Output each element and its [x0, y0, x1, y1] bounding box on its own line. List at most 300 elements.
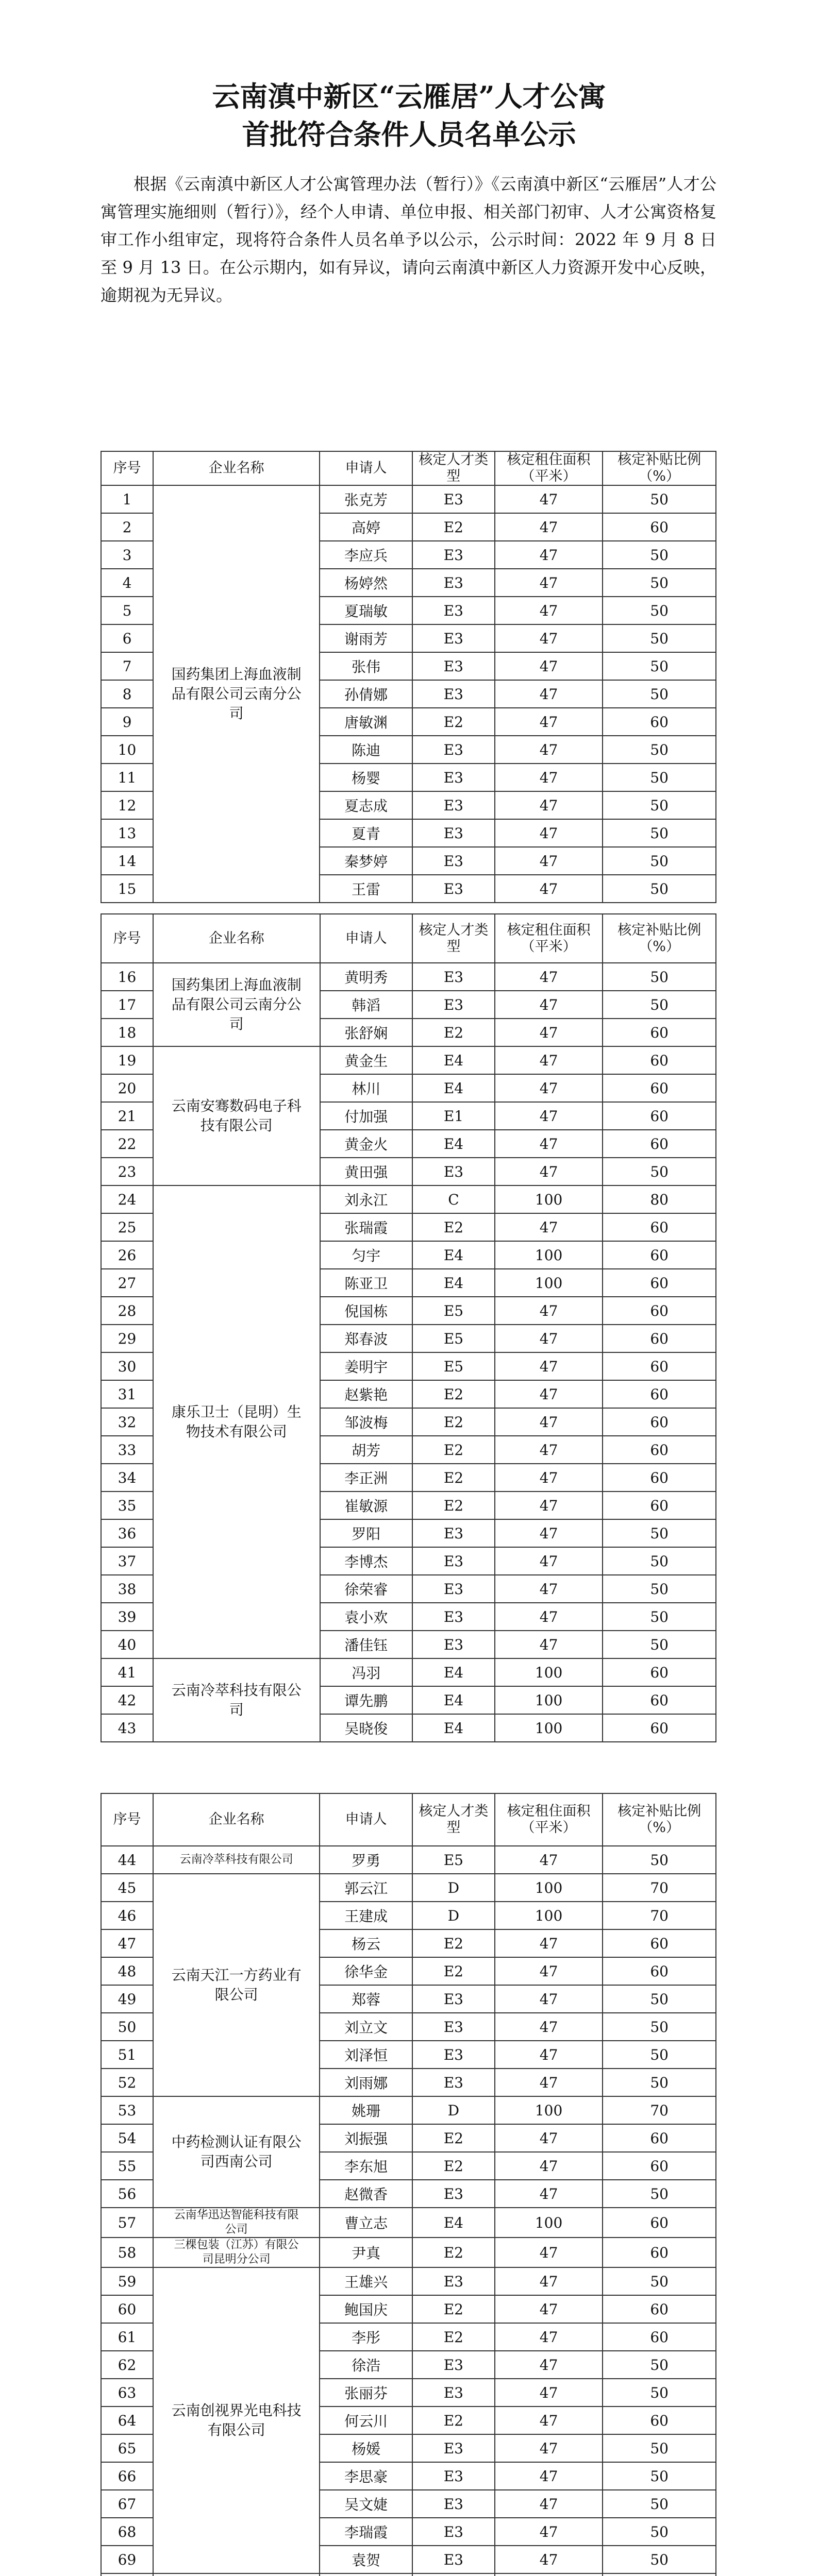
cell-type: E3 [412, 1575, 495, 1603]
cell-ratio: 50 [603, 569, 716, 597]
cell-no: 23 [101, 1158, 153, 1185]
cell-ratio: 50 [603, 2267, 716, 2295]
cell-applicant: 刘立文 [320, 2013, 412, 2041]
header-no: 序号 [101, 1793, 153, 1846]
cell-applicant: 陈迪 [320, 736, 412, 764]
cell-applicant: 姚珊 [320, 2096, 412, 2124]
table-row [101, 2267, 716, 2295]
cell-applicant: 郭云江 [320, 1874, 412, 1902]
cell-type: E2 [412, 2323, 495, 2351]
cell-area: 47 [495, 1957, 603, 1985]
title-line-1: 云南滇中新区“云雁居”人才公寓 [212, 80, 606, 113]
cell-type: D [412, 1874, 495, 1902]
cell-ratio: 50 [603, 2462, 716, 2490]
cell-ratio: 50 [603, 991, 716, 1019]
cell-type: E5 [412, 1846, 495, 1874]
cell-no: 5 [101, 597, 153, 624]
cell-ratio: 60 [603, 1658, 716, 1686]
cell-ratio: 50 [603, 963, 716, 991]
cell-applicant: 张伟 [320, 652, 412, 680]
cell-area: 47 [495, 513, 603, 541]
cell-applicant: 秦梦婷 [320, 847, 412, 875]
cell-type: E3 [412, 963, 495, 991]
cell-type: E4 [412, 1686, 495, 1714]
cell-type: E2 [412, 1464, 495, 1492]
header-company: 企业名称 [153, 451, 320, 485]
cell-type: E4 [412, 1269, 495, 1297]
cell-type: E4 [412, 1130, 495, 1158]
cell-no: 63 [101, 2379, 153, 2406]
table-row [101, 1185, 716, 1213]
cell-ratio: 50 [603, 1547, 716, 1575]
cell-company: 三棵包装（江苏）有限公司昆明分公司 [153, 2238, 320, 2267]
cell-no: 21 [101, 1102, 153, 1130]
cell-area: 47 [495, 1213, 603, 1241]
cell-no: 22 [101, 1130, 153, 1158]
cell-type: E2 [412, 1380, 495, 1408]
cell-area: 100 [495, 1241, 603, 1269]
cell-type: E3 [412, 680, 495, 708]
cell-applicant: 罗阳 [320, 1519, 412, 1547]
cell-ratio: 50 [603, 2490, 716, 2518]
cell-type: E4 [412, 1658, 495, 1686]
cell-no: 40 [101, 1631, 153, 1658]
cell-ratio: 60 [603, 2208, 716, 2238]
cell-company: 国药集团上海血液制品有限公司云南分公司 [153, 963, 320, 1046]
cell-applicant: 李瑞霞 [320, 2518, 412, 2546]
cell-applicant: 倪国栋 [320, 1297, 412, 1325]
cell-no: 66 [101, 2462, 153, 2490]
title-line-2: 首批符合条件人员名单公示 [242, 118, 576, 151]
cell-company [153, 2573, 320, 2576]
cell-ratio: 60 [603, 1241, 716, 1269]
cell-ratio: 60 [603, 2406, 716, 2434]
cell-area: 47 [495, 1603, 603, 1631]
cell-ratio: 50 [603, 791, 716, 819]
cell-type: E5 [412, 1325, 495, 1352]
cell-no: 35 [101, 1492, 153, 1519]
header-ratio: 核定补贴比例（%） [603, 451, 716, 485]
cell-no: 58 [101, 2238, 153, 2267]
cell-area: 47 [495, 2546, 603, 2573]
cell-type: E4 [412, 2208, 495, 2238]
cell-no: 17 [101, 991, 153, 1019]
cell-ratio: 50 [603, 2546, 716, 2573]
cell-ratio: 50 [603, 736, 716, 764]
cell-area: 47 [495, 2462, 603, 2490]
cell-area: 47 [495, 597, 603, 624]
cell-type: E3 [412, 569, 495, 597]
cell-no: 4 [101, 569, 153, 597]
cell-area: 47 [495, 2267, 603, 2295]
cell-applicant: 谢雨芳 [320, 624, 412, 652]
cell-applicant: 张瑞霞 [320, 1213, 412, 1241]
cell-applicant: 杨云 [320, 1929, 412, 1957]
cell-ratio: 60 [603, 1325, 716, 1352]
table-row [101, 1874, 716, 1902]
cell-ratio: 50 [603, 2379, 716, 2406]
cell-no: 16 [101, 963, 153, 991]
cell-ratio: 60 [603, 1019, 716, 1046]
cell-ratio: 60 [603, 1130, 716, 1158]
cell-no: 6 [101, 624, 153, 652]
cell-no: 24 [101, 1185, 153, 1213]
cell-area: 47 [495, 2152, 603, 2180]
cell-no: 3 [101, 541, 153, 569]
cell-no: 14 [101, 847, 153, 875]
cell-ratio: 50 [603, 652, 716, 680]
cell-no: 62 [101, 2351, 153, 2379]
cell-no: 15 [101, 875, 153, 903]
cell-area: 47 [495, 2379, 603, 2406]
cell-ratio: 50 [603, 1846, 716, 1874]
cell-applicant: 黄金生 [320, 1046, 412, 1074]
cell-ratio: 60 [603, 1269, 716, 1297]
cell-area: 47 [495, 2238, 603, 2267]
cell-type [412, 2573, 495, 2576]
cell-area: 47 [495, 652, 603, 680]
table-header-row [101, 1793, 716, 1846]
cell-type: E3 [412, 1547, 495, 1575]
cell-no: 49 [101, 1985, 153, 2013]
cell-area: 47 [495, 2295, 603, 2323]
cell-company: 云南天江一方药业有限公司 [153, 1874, 320, 2096]
cell-type: E2 [412, 2406, 495, 2434]
cell-area: 47 [495, 1380, 603, 1408]
cell-applicant: 王雄兴 [320, 2267, 412, 2295]
cell-applicant: 杨媛 [320, 2434, 412, 2462]
cell-applicant: 韩滔 [320, 991, 412, 1019]
cell-no: 59 [101, 2267, 153, 2295]
cell-no: 45 [101, 1874, 153, 1902]
header-type: 核定人才类型 [412, 451, 495, 485]
cell-area: 47 [495, 2490, 603, 2518]
cell-ratio: 50 [603, 2434, 716, 2462]
cell-no [101, 2573, 153, 2576]
cell-no: 41 [101, 1658, 153, 1686]
cell-no: 57 [101, 2208, 153, 2238]
cell-applicant: 黄明秀 [320, 963, 412, 991]
cell-type: E3 [412, 1603, 495, 1631]
cell-ratio: 60 [603, 1380, 716, 1408]
document-title [0, 77, 818, 154]
cell-no: 38 [101, 1575, 153, 1603]
cell-no: 46 [101, 1902, 153, 1929]
cell-type: E2 [412, 1492, 495, 1519]
cell-area: 47 [495, 2124, 603, 2152]
cell-area: 100 [495, 1658, 603, 1686]
cell-area: 47 [495, 791, 603, 819]
cell-applicant: 杨婴 [320, 764, 412, 791]
cell-no: 43 [101, 1714, 153, 1742]
cell-no: 32 [101, 1408, 153, 1436]
cell-applicant: 黄金火 [320, 1130, 412, 1158]
table-header-row [101, 451, 716, 485]
cell-applicant: 唐敏渊 [320, 708, 412, 736]
cell-applicant: 林川 [320, 1074, 412, 1102]
cell-type: E2 [412, 1436, 495, 1464]
cell-applicant: 孙倩娜 [320, 680, 412, 708]
cell-area: 47 [495, 2013, 603, 2041]
cell-type: E3 [412, 847, 495, 875]
cell-type: E4 [412, 1046, 495, 1074]
cell-company: 中药检测认证有限公司西南公司 [153, 2096, 320, 2208]
cell-applicant: 张克芳 [320, 485, 412, 513]
cell-no: 55 [101, 2152, 153, 2180]
table-row [101, 2238, 716, 2267]
cell-area [495, 2573, 603, 2576]
cell-applicant: 李彤 [320, 2323, 412, 2351]
cell-ratio: 50 [603, 2041, 716, 2069]
cell-type: E3 [412, 819, 495, 847]
cell-ratio: 50 [603, 1603, 716, 1631]
cell-applicant: 吴晓俊 [320, 1714, 412, 1742]
header-area: 核定租住面积（平米） [495, 451, 603, 485]
cell-area: 47 [495, 1158, 603, 1185]
cell-applicant: 刘永江 [320, 1185, 412, 1213]
cell-area: 47 [495, 736, 603, 764]
cell-type: E3 [412, 2351, 495, 2379]
cell-no: 26 [101, 1241, 153, 1269]
cell-area: 47 [495, 2434, 603, 2462]
cell-area: 47 [495, 991, 603, 1019]
cell-applicant: 付加强 [320, 1102, 412, 1130]
cell-area: 47 [495, 1325, 603, 1352]
cell-ratio: 60 [603, 1213, 716, 1241]
cell-type: E3 [412, 791, 495, 819]
cell-applicant: 谭先鹏 [320, 1686, 412, 1714]
header-applicant: 申请人 [320, 1793, 412, 1846]
cell-no: 48 [101, 1957, 153, 1985]
cell-area: 47 [495, 1575, 603, 1603]
cell-company: 云南华迅达智能科技有限公司 [153, 2208, 320, 2238]
table-row [101, 1658, 716, 1686]
cell-ratio: 50 [603, 2180, 716, 2208]
cell-area: 47 [495, 1019, 603, 1046]
cell-area: 47 [495, 2180, 603, 2208]
header-type: 核定人才类型 [412, 1793, 495, 1846]
cell-applicant: 郑春波 [320, 1325, 412, 1352]
cell-area: 47 [495, 1547, 603, 1575]
cell-applicant: 鲍国庆 [320, 2295, 412, 2323]
cell-area: 47 [495, 2323, 603, 2351]
cell-no: 19 [101, 1046, 153, 1074]
table-row [101, 1046, 716, 1074]
cell-type: E3 [412, 2267, 495, 2295]
cell-area: 47 [495, 1929, 603, 1957]
cell-type: E1 [412, 1102, 495, 1130]
cell-applicant: 刘泽恒 [320, 2041, 412, 2069]
header-company: 企业名称 [153, 914, 320, 963]
cell-area: 100 [495, 1714, 603, 1742]
cell-type: E3 [412, 764, 495, 791]
cell-ratio: 50 [603, 875, 716, 903]
cell-area: 47 [495, 1985, 603, 2013]
cell-no: 44 [101, 1846, 153, 1874]
cell-no: 42 [101, 1686, 153, 1714]
cell-type: E4 [412, 1241, 495, 1269]
cell-ratio: 50 [603, 2518, 716, 2546]
cell-ratio: 70 [603, 1902, 716, 1929]
cell-no: 2 [101, 513, 153, 541]
cell-applicant: 张丽芬 [320, 2379, 412, 2406]
cell-type: E3 [412, 541, 495, 569]
cell-area: 47 [495, 1846, 603, 1874]
cell-area: 47 [495, 1464, 603, 1492]
cell-no: 37 [101, 1547, 153, 1575]
cell-type: E3 [412, 2069, 495, 2096]
cell-no: 29 [101, 1325, 153, 1352]
cell-type: E3 [412, 2379, 495, 2406]
header-no: 序号 [101, 451, 153, 485]
cell-area: 100 [495, 1686, 603, 1714]
cell-ratio: 50 [603, 1519, 716, 1547]
cell-area: 47 [495, 1074, 603, 1102]
cell-company: 康乐卫士（昆明）生物技术有限公司 [153, 1185, 320, 1658]
cell-applicant: 罗勇 [320, 1846, 412, 1874]
cell-area: 47 [495, 708, 603, 736]
cell-type: E3 [412, 2546, 495, 2573]
cell-applicant: 匀宇 [320, 1241, 412, 1269]
cell-ratio [603, 2573, 716, 2576]
cell-no: 52 [101, 2069, 153, 2096]
cell-ratio: 60 [603, 2295, 716, 2323]
cell-applicant: 王雷 [320, 875, 412, 903]
cell-no: 39 [101, 1603, 153, 1631]
cell-type: C [412, 1185, 495, 1213]
cell-ratio: 60 [603, 1408, 716, 1436]
cell-no: 47 [101, 1929, 153, 1957]
cell-applicant: 潘佳钰 [320, 1631, 412, 1658]
cell-no: 13 [101, 819, 153, 847]
cell-type: E4 [412, 1074, 495, 1102]
cell-area: 47 [495, 1519, 603, 1547]
cell-applicant: 杨婷然 [320, 569, 412, 597]
cell-area: 47 [495, 875, 603, 903]
cell-type: E5 [412, 1352, 495, 1380]
cell-applicant: 徐浩 [320, 2351, 412, 2379]
cell-no: 67 [101, 2490, 153, 2518]
cell-no: 8 [101, 680, 153, 708]
cell-area: 47 [495, 2041, 603, 2069]
cell-ratio: 50 [603, 764, 716, 791]
cell-type: D [412, 2096, 495, 2124]
cell-applicant: 冯羽 [320, 1658, 412, 1686]
cell-area: 47 [495, 2406, 603, 2434]
cell-type: E3 [412, 485, 495, 513]
cell-applicant: 张舒娴 [320, 1019, 412, 1046]
cell-applicant: 曹立志 [320, 2208, 412, 2238]
cell-no: 27 [101, 1269, 153, 1297]
cell-ratio: 60 [603, 2238, 716, 2267]
cell-type: E5 [412, 1297, 495, 1325]
cell-area: 100 [495, 2208, 603, 2238]
header-ratio: 核定补贴比例（%） [603, 1793, 716, 1846]
cell-applicant: 陈亚卫 [320, 1269, 412, 1297]
table-row [101, 2096, 716, 2124]
cell-area: 47 [495, 2351, 603, 2379]
cell-company: 云南创视界光电科技有限公司 [153, 2267, 320, 2573]
table-row [101, 2573, 716, 2576]
cell-ratio: 50 [603, 1985, 716, 2013]
cell-type: E3 [412, 597, 495, 624]
cell-ratio: 60 [603, 1929, 716, 1957]
cell-applicant: 赵微香 [320, 2180, 412, 2208]
cell-applicant: 李思豪 [320, 2462, 412, 2490]
cell-applicant: 袁小欢 [320, 1603, 412, 1631]
cell-applicant: 王建成 [320, 1902, 412, 1929]
cell-ratio: 70 [603, 1874, 716, 1902]
cell-ratio: 60 [603, 2323, 716, 2351]
cell-area: 47 [495, 764, 603, 791]
cell-type: E2 [412, 513, 495, 541]
cell-type: E3 [412, 2518, 495, 2546]
cell-applicant: 刘雨娜 [320, 2069, 412, 2096]
cell-area: 47 [495, 485, 603, 513]
cell-applicant: 李东旭 [320, 2152, 412, 2180]
cell-ratio: 60 [603, 2124, 716, 2152]
cell-area: 100 [495, 2096, 603, 2124]
cell-area: 47 [495, 1046, 603, 1074]
cell-ratio: 50 [603, 2351, 716, 2379]
cell-ratio: 60 [603, 2152, 716, 2180]
header-area: 核定租住面积（平米） [495, 914, 603, 963]
cell-ratio: 50 [603, 624, 716, 652]
cell-type: E2 [412, 1408, 495, 1436]
cell-no: 31 [101, 1380, 153, 1408]
cell-type: E3 [412, 2490, 495, 2518]
cell-ratio: 50 [603, 2069, 716, 2096]
cell-type: E2 [412, 2152, 495, 2180]
intro-paragraph: 根据《云南滇中新区人才公寓管理办法（暂行）》《云南滇中新区“云雁居”人才公寓管理实施细则（暂行）》，经个人申请、单位申报、相关部门初审、人才公寓资格复审工作小组审定，现将符合条件人员名单予以公示，公示时间：2022 年 9 月 8 日至 9 月 13 日。在公示期内，如有异议，请向云南滇中新区人力资源开发中心反映，逾期视为无异议。 [101, 174, 716, 305]
table-row [101, 1846, 716, 1874]
cell-applicant: 李博杰 [320, 1547, 412, 1575]
cell-no: 34 [101, 1464, 153, 1492]
cell-area: 47 [495, 1408, 603, 1436]
cell-type: E3 [412, 2180, 495, 2208]
cell-ratio: 60 [603, 513, 716, 541]
header-area: 核定租住面积（平米） [495, 1793, 603, 1846]
cell-area: 47 [495, 1352, 603, 1380]
cell-company: 云南冷萃科技有限公司 [153, 1658, 320, 1742]
cell-ratio: 50 [603, 541, 716, 569]
cell-no: 12 [101, 791, 153, 819]
cell-no: 60 [101, 2295, 153, 2323]
cell-type: E3 [412, 2462, 495, 2490]
header-applicant: 申请人 [320, 914, 412, 963]
cell-applicant: 袁贺 [320, 2546, 412, 2573]
cell-area: 47 [495, 624, 603, 652]
cell-ratio: 60 [603, 1464, 716, 1492]
cell-area: 100 [495, 1185, 603, 1213]
cell-applicant: 夏瑞敏 [320, 597, 412, 624]
cell-ratio: 50 [603, 847, 716, 875]
cell-type: E3 [412, 2434, 495, 2462]
cell-no: 51 [101, 2041, 153, 2069]
table-row [101, 2208, 716, 2238]
cell-no: 36 [101, 1519, 153, 1547]
roster-table-1 [101, 451, 716, 903]
cell-ratio: 50 [603, 819, 716, 847]
cell-ratio: 60 [603, 1352, 716, 1380]
cell-no: 7 [101, 652, 153, 680]
cell-type: E3 [412, 736, 495, 764]
cell-area: 47 [495, 2069, 603, 2096]
cell-no: 28 [101, 1297, 153, 1325]
cell-type: E2 [412, 1213, 495, 1241]
cell-no: 50 [101, 2013, 153, 2041]
cell-ratio: 50 [603, 597, 716, 624]
